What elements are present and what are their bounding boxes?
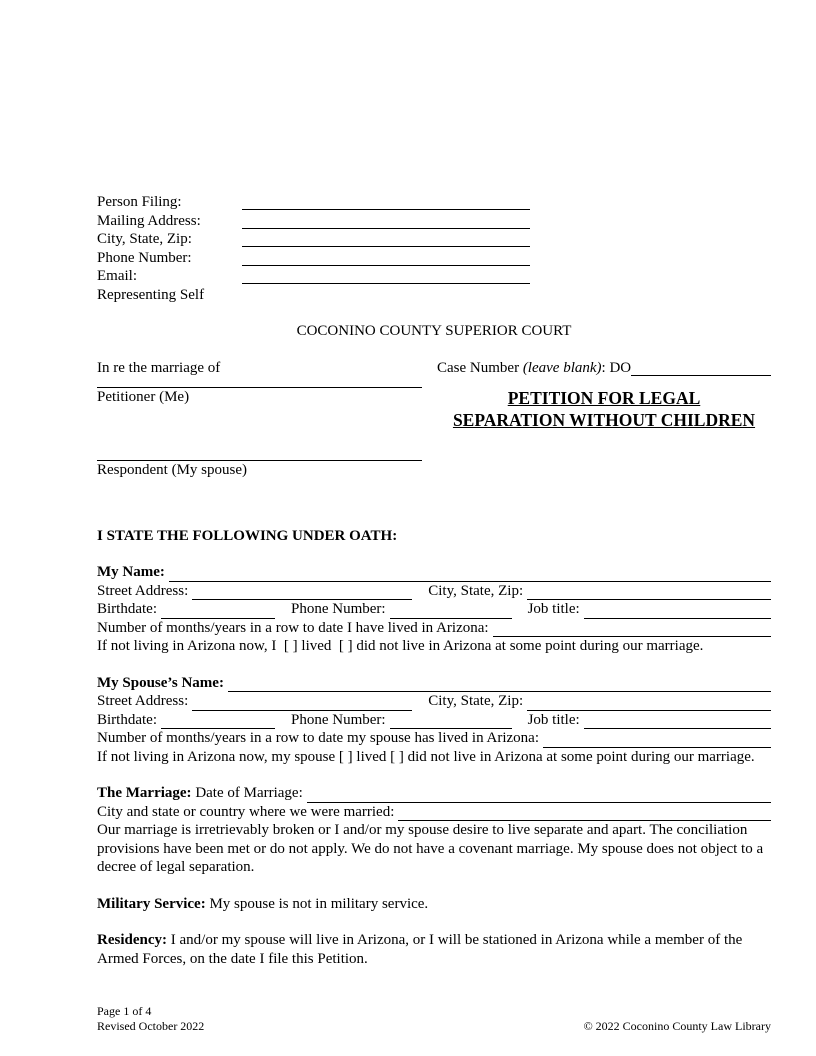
spouse-phone-field[interactable]	[390, 713, 512, 729]
spouse-not-living-text: If not living in Arizona now, my spouse [ ] lived [ ] did not live in Arizona at some point during our marriage.	[97, 748, 755, 765]
marriage-date-field[interactable]	[307, 787, 771, 803]
header-row-city-state-zip	[97, 230, 771, 249]
my-job-field[interactable]	[584, 603, 771, 619]
my-name-label: My Name:	[97, 564, 165, 580]
my-not-living-row	[97, 637, 771, 656]
email-label: Email:	[97, 268, 137, 284]
caption-spacer	[97, 407, 422, 452]
page-footer	[97, 1004, 771, 1034]
spouse-city-field[interactable]	[527, 695, 771, 711]
respondent-label: Respondent (My spouse)	[97, 461, 247, 478]
my-street-label: Street Address:	[97, 582, 189, 599]
title-line-1: PETITION FOR LEGAL	[507, 388, 701, 408]
spouse-months-row	[97, 729, 771, 748]
header-row-email	[97, 267, 771, 286]
case-caption	[97, 359, 771, 513]
person-filing-label: Person Filing:	[97, 194, 182, 210]
spouse-street-label: Street Address:	[97, 693, 189, 709]
case-number-row	[437, 359, 771, 378]
military-label: Military Service:	[97, 895, 206, 912]
my-birthdate-label: Birthdate:	[97, 601, 157, 617]
spouse-name-field[interactable]	[228, 676, 771, 692]
form-page	[97, 193, 771, 968]
marriage-place-field[interactable]	[398, 805, 771, 821]
my-street-field[interactable]	[192, 584, 412, 600]
court-name: COCONINO COUNTY SUPERIOR COURT	[296, 323, 572, 339]
in-re-label: In re the marriage of	[97, 359, 221, 376]
case-number-label: Case Number	[437, 359, 523, 376]
petitioner-label: Petitioner (Me)	[97, 389, 190, 405]
representing-self: Representing Self	[97, 286, 205, 303]
respondent-name-field[interactable]	[97, 452, 422, 461]
my-phone-field[interactable]	[390, 603, 512, 619]
header-row-mailing-address	[97, 212, 771, 231]
marriage-statement: Our marriage is irretrievably broken or I and/or my spouse desire to live separate and apart. The conciliation provisions have been met or do not apply. We do not have a covenant marriage. My spouse does not object to a decree of legal separation.	[97, 822, 764, 875]
city-state-zip-field[interactable]	[242, 230, 530, 247]
marriage-place-label: City and state or country where we were married:	[97, 803, 395, 820]
mailing-address-field[interactable]	[242, 212, 530, 229]
spouse-months-field[interactable]	[543, 732, 771, 748]
spouse-job-field[interactable]	[584, 713, 771, 729]
my-months-label: Number of months/years in a row to date I have lived in Arizona:	[97, 619, 489, 636]
residency-text: I and/or my spouse will live in Arizona, or I will be stationed in Arizona while a member of the Armed Forces, on the date I file this Petition.	[97, 932, 743, 967]
spouse-city-label: City, State, Zip:	[428, 693, 524, 709]
marriage-section	[97, 784, 771, 877]
spouse-address-row	[97, 692, 771, 711]
spouse-name-label: My Spouse’s Name:	[97, 674, 224, 691]
document-title	[437, 387, 771, 431]
title-line-2: SEPARATION WITHOUT CHILDREN	[452, 410, 756, 430]
spouse-phone-label: Phone Number:	[291, 711, 386, 728]
my-info-section	[97, 563, 771, 656]
marriage-date-label: Date of Marriage:	[191, 785, 303, 801]
spouse-info-section	[97, 674, 771, 767]
spouse-details-row	[97, 711, 771, 730]
my-city-field[interactable]	[527, 584, 771, 600]
military-section	[97, 895, 771, 914]
city-state-zip-label: City, State, Zip:	[97, 231, 192, 247]
revised-date: Revised October 2022	[97, 1019, 205, 1033]
my-name-row	[97, 563, 771, 582]
oath-heading: I STATE THE FOLLOWING UNDER OATH:	[97, 527, 398, 544]
page-number: Page 1 of 4	[97, 1004, 152, 1018]
case-number-field[interactable]	[631, 359, 771, 376]
my-address-row	[97, 582, 771, 601]
military-text: My spouse is not in military service.	[205, 895, 429, 912]
spouse-birthdate-label: Birthdate:	[97, 711, 157, 728]
case-number-note: (leave blank)	[522, 359, 602, 376]
marriage-label: The Marriage:	[97, 785, 192, 801]
email-field[interactable]	[242, 267, 530, 284]
spouse-job-label: Job title:	[527, 711, 580, 728]
my-name-field[interactable]	[169, 566, 771, 582]
spouse-name-row	[97, 674, 771, 693]
my-city-label: City, State, Zip:	[428, 582, 524, 599]
petitioner-name-field[interactable]	[97, 377, 422, 388]
my-job-label: Job title:	[527, 601, 580, 617]
phone-number-label: Phone Number:	[97, 249, 192, 266]
my-phone-label: Phone Number:	[291, 601, 386, 617]
my-not-living-text: If not living in Arizona now, I [ ] lived [ ] did not live in Arizona at some point during our marriage.	[97, 638, 704, 654]
filer-header	[97, 193, 771, 304]
my-months-field[interactable]	[493, 621, 771, 637]
residency-section	[97, 931, 771, 968]
mailing-address-label: Mailing Address:	[97, 212, 201, 229]
my-details-row	[97, 600, 771, 619]
header-row-person-filing	[97, 193, 771, 212]
residency-label: Residency:	[97, 932, 167, 948]
caption-case-info	[437, 359, 771, 432]
spouse-birthdate-field[interactable]	[161, 713, 275, 729]
caption-parties	[97, 359, 422, 480]
marriage-date-row	[97, 784, 771, 803]
spouse-months-label: Number of months/years in a row to date my spouse has lived in Arizona:	[97, 730, 539, 746]
header-row-phone-number	[97, 249, 771, 268]
spouse-street-field[interactable]	[192, 695, 412, 711]
copyright: © 2022 Coconino County Law Library	[583, 1019, 771, 1033]
phone-number-field[interactable]	[242, 249, 530, 266]
case-number-suffix: : DO	[601, 359, 632, 376]
marriage-place-row	[97, 803, 771, 822]
my-birthdate-field[interactable]	[161, 603, 275, 619]
person-filing-field[interactable]	[242, 193, 530, 210]
my-months-row	[97, 619, 771, 638]
